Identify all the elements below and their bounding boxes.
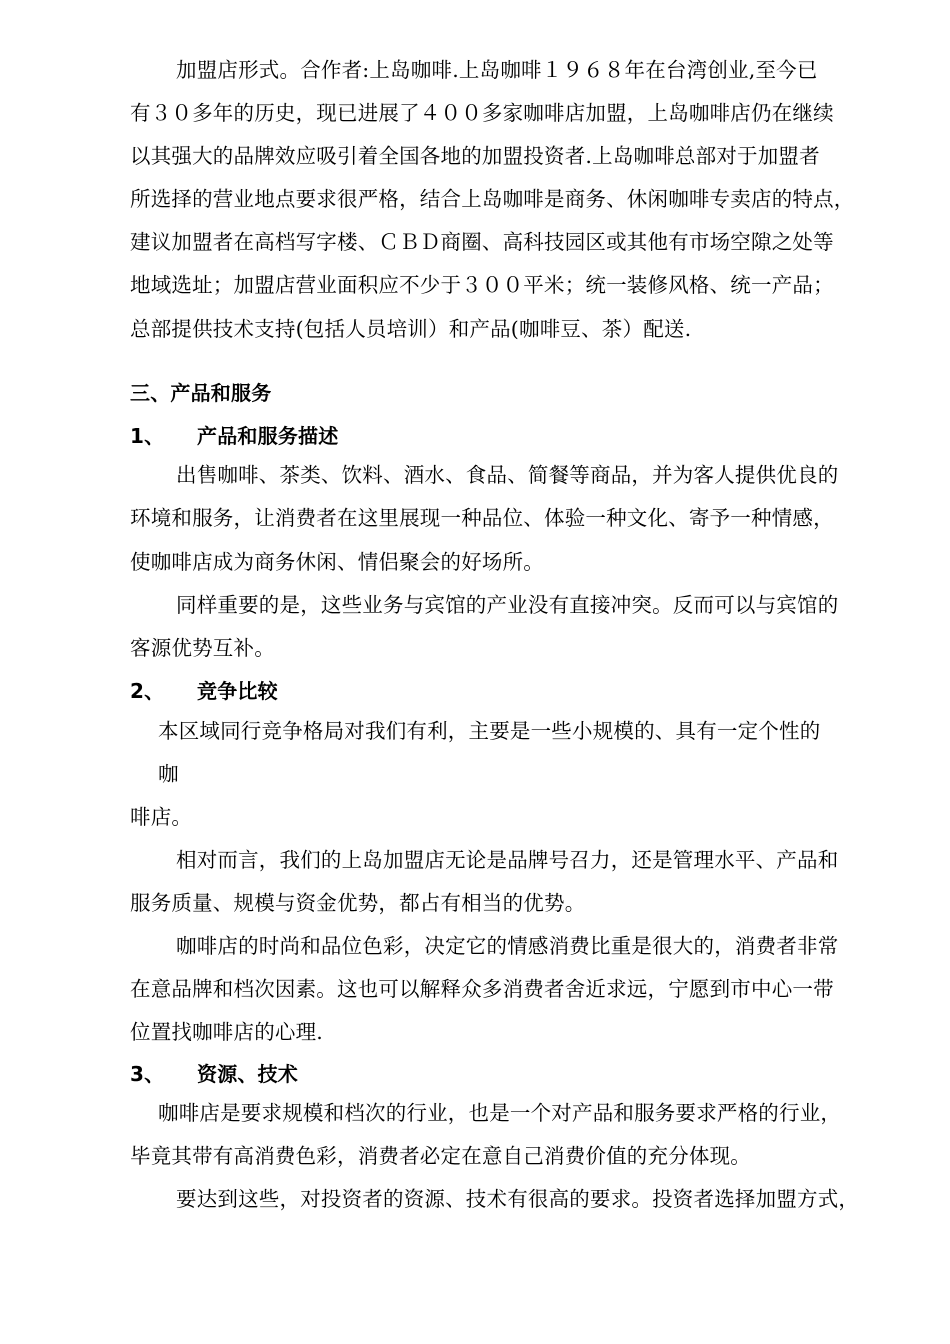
sub3-number: 3、 (130, 1062, 165, 1086)
sub3-title: 资源、技术 (197, 1062, 298, 1086)
sub1-p1-line-3: 使咖啡店成为商务休闲、情侣聚会的好场所。 (130, 550, 544, 574)
intro-line-5: 建议加盟者在高档写字楼、ＣＢＤ商圈、高科技园区或其他有市场空隙之处等 (130, 230, 834, 254)
sub2-p3-line-1: 咖啡店的时尚和品位色彩，决定它的情感消费比重是很大的，消费者非常 (176, 934, 839, 958)
section-heading: 三、产品和服务 (130, 381, 272, 405)
sub1-p1-line-2: 环境和服务，让消费者在这里展现一种品位、体验一种文化、寄予一种情感， (130, 506, 834, 530)
sub1-p2-line-2: 客源优势互补。 (130, 636, 275, 660)
sub3-p2-line-1: 要达到这些，对投资者的资源、技术有很高的要求。投资者选择加盟方式， (176, 1187, 860, 1211)
sub2-p2-line-2: 服务质量、规模与资金优势，都占有相当的优势。 (130, 891, 586, 915)
sub1-p2-line-1: 同样重要的是，这些业务与宾馆的产业没有直接冲突。反而可以与宾馆的 (176, 593, 839, 617)
sub2-number: 2、 (130, 679, 165, 703)
sub2-p1-line-2: 咖 (158, 762, 179, 786)
sub2-title: 竞争比较 (197, 679, 278, 703)
intro-line-7: 总部提供技术支持(包括人员培训）和产品(咖啡豆、茶）配送. (130, 317, 692, 341)
sub2-p3-line-3: 位置找咖啡店的心理. (130, 1020, 324, 1044)
intro-line-1: 加盟店形式。合作者:上岛咖啡.上岛咖啡１９６８年在台湾创业,至今已 (176, 58, 818, 82)
intro-line-4: 所选择的营业地点要求很严格，结合上岛咖啡是商务、休闲咖啡专卖店的特点， (130, 187, 855, 211)
sub1-p1-line-1: 出售咖啡、茶类、饮料、酒水、食品、简餐等商品，并为客人提供优良的 (176, 463, 839, 487)
sub1-number: 1、 (130, 424, 165, 448)
intro-line-3: 以其强大的品牌效应吸引着全国各地的加盟投资者.上岛咖啡总部对于加盟者 (130, 144, 820, 168)
intro-line-6: 地域选址；加盟店营业面积应不少于３００平米；统一装修风格、统一产品； (130, 273, 834, 297)
sub3-p1-line-1: 咖啡店是要求规模和档次的行业，也是一个对产品和服务要求严格的行业， (158, 1101, 842, 1125)
intro-line-2: 有３０多年的历史，现已进展了４００多家咖啡店加盟，上岛咖啡店仍在继续 (130, 101, 834, 125)
sub2-p1-line-1: 本区域同行竞争格局对我们有利，主要是一些小规模的、具有一定个性的 (158, 719, 821, 743)
sub1-title: 产品和服务描述 (197, 424, 339, 448)
sub2-p2-line-1: 相对而言，我们的上岛加盟店无论是品牌号召力，还是管理水平、产品和 (176, 848, 839, 872)
sub2-p3-line-2: 在意品牌和档次因素。这也可以解释众多消费者舍近求远，宁愿到市中心一带 (130, 977, 834, 1001)
sub3-p1-line-2: 毕竟其带有高消费色彩，消费者必定在意自己消费价值的充分体现。 (130, 1144, 751, 1168)
sub2-p1-line-3: 啡店。 (130, 805, 193, 829)
